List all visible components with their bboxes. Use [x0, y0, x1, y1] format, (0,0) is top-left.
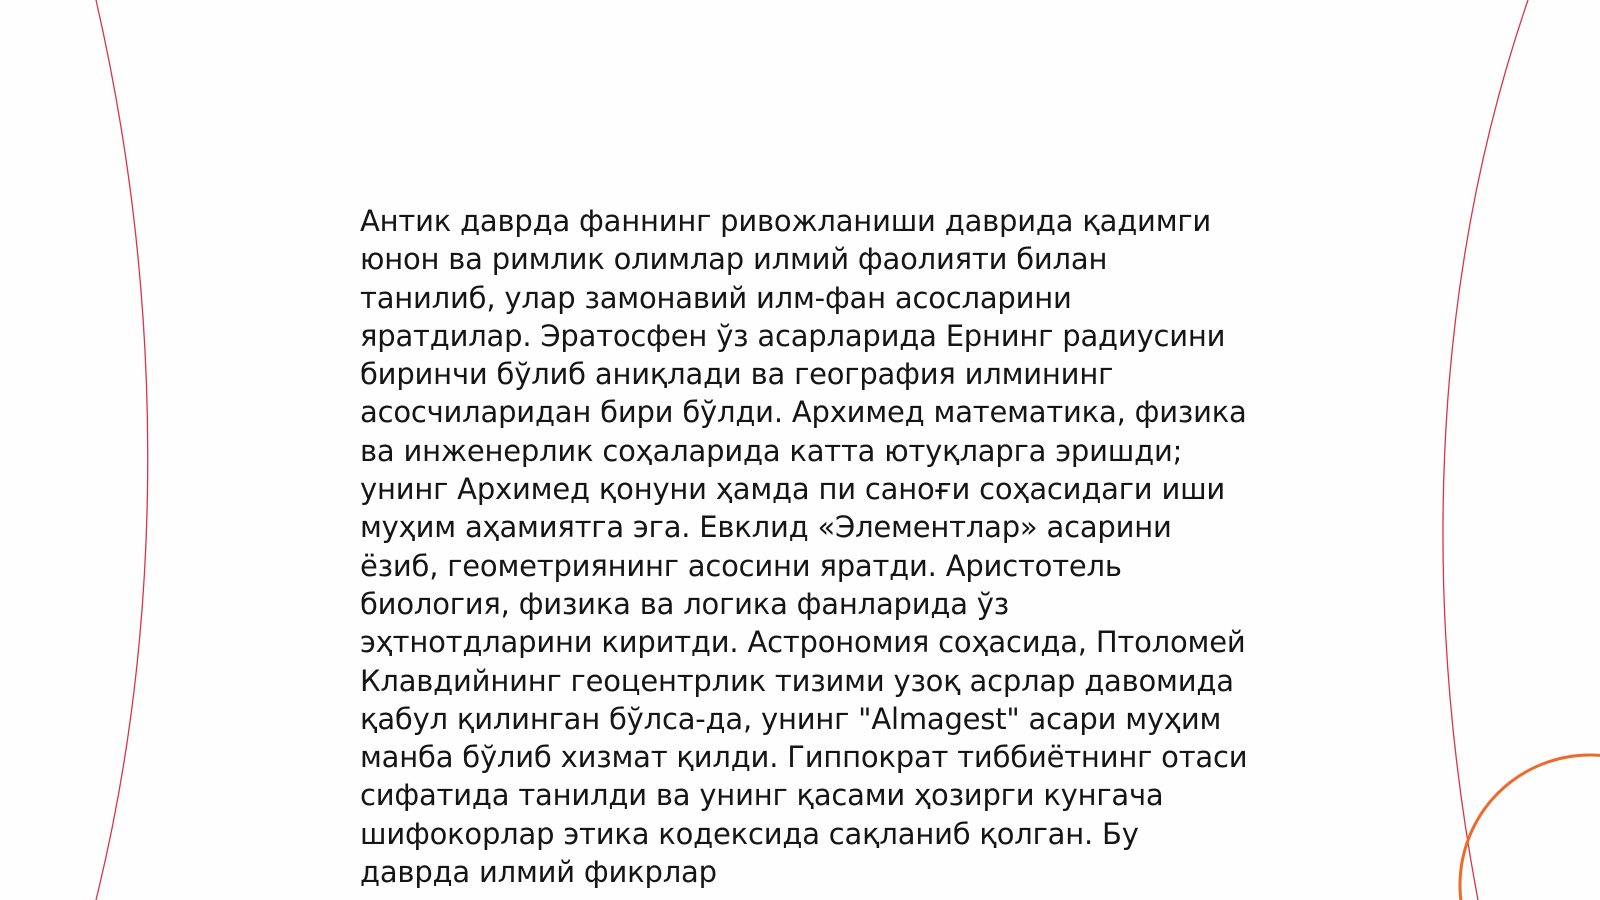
orange-ring-decoration	[1460, 755, 1600, 900]
left-decorative-curve	[96, 0, 148, 900]
body-text: Антик даврда фаннинг ривожланиши даврида қадимги юнон ва римлик олимлар илмий фаолияти билан танилиб, улар замонавий илм-фан асосларини яратдилар. Эратосфен ўз асарларида Ернинг радиусини биринчи бўлиб аниқлади ва география илмининг асосчиларидан бири бўлди. Архимед математика, физика ва инженерлик соҳаларида катта ютуқларга эришди; унинг Архимед қонуни ҳамда пи саноғи соҳасидаги иши муҳим аҳамиятга эга. Евклид «Элементлар» асарини ёзиб, геометриянинг асосини яратди. Аристотель биология, физика ва логика фанларида ўз эҳтнотдларини киритди. Астрономия соҳасида, Птоломей Клавдийнинг геоцентрлик тизими узоқ асрлар давомида қабул қилинган бўлса-да, унинг "Almagest" асари муҳим манба бўлиб хизмат қилди. Гиппократ тиббиётнинг отаси сифатида танилди ва унинг қасами ҳозирги кунгача шифокорлар этика кодексида сақланиб қолган. Бу даврда илмий фикрлар	[360, 204, 1248, 890]
right-decorative-curve	[1443, 0, 1528, 900]
